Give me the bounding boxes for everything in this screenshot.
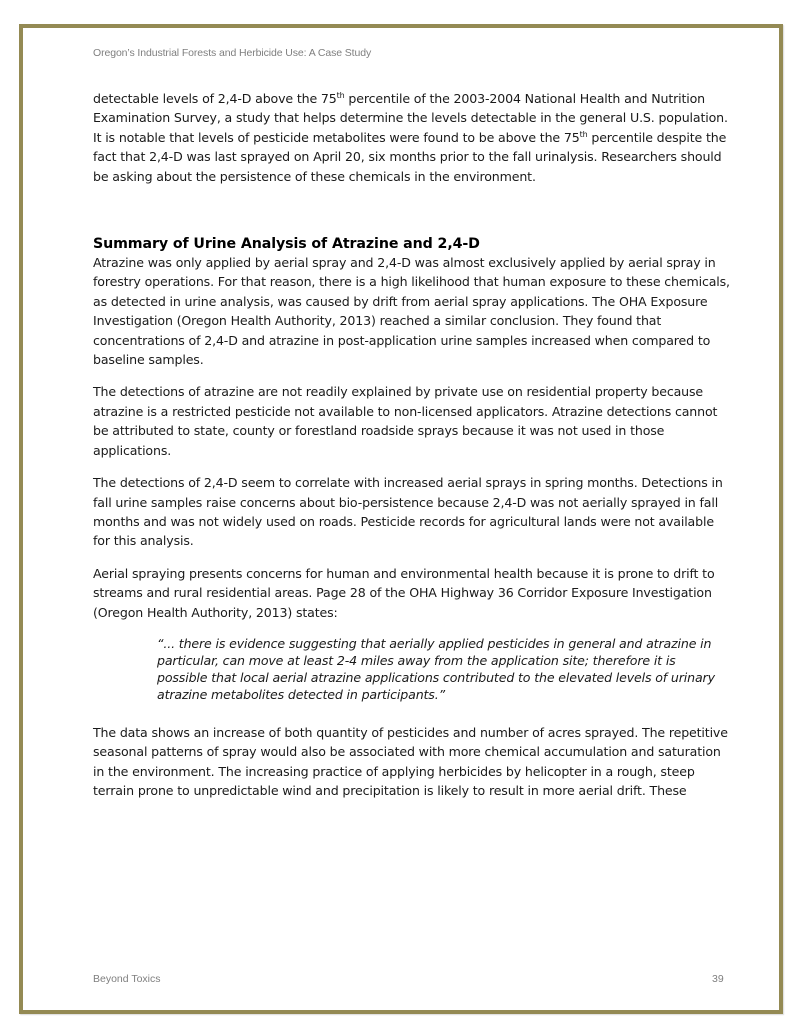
page-number: 39 — [712, 973, 724, 985]
page-content — [93, 89, 733, 814]
body-paragraph: Aerial spraying presents concerns for human and environmental health because it is prone to drift to streams and rural residential areas. Page 28 of the OHA Highway 36 Corridor Exposure Investigation (Oregon Health Authority, 2013) states: — [93, 565, 715, 620]
body-paragraph: The detections of atrazine are not readily explained by private use on residential property because atrazine is a restricted pesticide not available to non-licensed applicators. Atrazine detections cannot be attributed to state, county or forestland roadside sprays because it was not used in those applications. — [93, 384, 718, 458]
superscript-th: th — [336, 91, 345, 100]
intro-text-2: percentile of the 2003-2004 National Health and Nutrition Examination Survey, a study that helps determine the levels detectable in the general U.S. population. It is notable that levels of pesticide metabolites were found to be above the 75 — [93, 91, 728, 145]
body-paragraph: Atrazine was only applied by aerial spray and 2,4-D was almost exclusively applied by aerial spray in forestry operations. For that reason, there is a high likelihood that human exposure to these chemicals, as detected in urine analysis, was caused by drift from aerial spray applications. The OHA Exposure Investigation (Oregon Health Authority, 2013) reached a similar conclusion. They found that concentrations of 2,4-D and atrazine in post-application urine samples increased when compared to baseline samples. — [93, 255, 730, 368]
running-header: Oregon’s Industrial Forests and Herbicide Use: A Case Study — [93, 47, 372, 59]
intro-text-1: detectable levels of 2,4-D above the 75 — [93, 91, 337, 106]
section-heading: Summary of Urine Analysis of Atrazine and 2,4-D — [93, 236, 480, 253]
body-paragraph: The detections of 2,4-D seem to correlate with increased aerial sprays in spring months. Detections in fall urine samples raise concerns about bio-persistence because 2,4-D was not aerially sprayed in fall months and was not widely used on roads. Pesticide records for agricultural lands were not available for this analysis. — [93, 475, 723, 549]
intro-text-3: percentile despite the fact that 2,4-D was last sprayed on April 20, six months prior to the fall urinalysis. Researchers should be asking about the persistence of these chemicals in the environment. — [93, 129, 727, 184]
intro-paragraph — [93, 89, 733, 186]
superscript-th: th — [579, 129, 588, 139]
body-paragraph: The data shows an increase of both quantity of pesticides and number of acres sprayed. The repetitive seasonal patterns of spray would also be associated with more chemical accumulation and saturation in the environment. The increasing practice of applying herbicides by helicopter in a rough, steep terrain prone to unpredictable wind and precipitation is likely to result in more aerial drift. These — [93, 724, 728, 799]
block-quote: “... there is evidence suggesting that aerially applied pesticides in general and atrazine in particular, can move at least 2-4 miles away from the application site; therefore it is possible that local aerial atrazine applications contributed to the elevated levels of urinary atrazine metabolites detected in participants.” — [157, 635, 715, 702]
footer-organization: Beyond Toxics — [93, 973, 161, 985]
